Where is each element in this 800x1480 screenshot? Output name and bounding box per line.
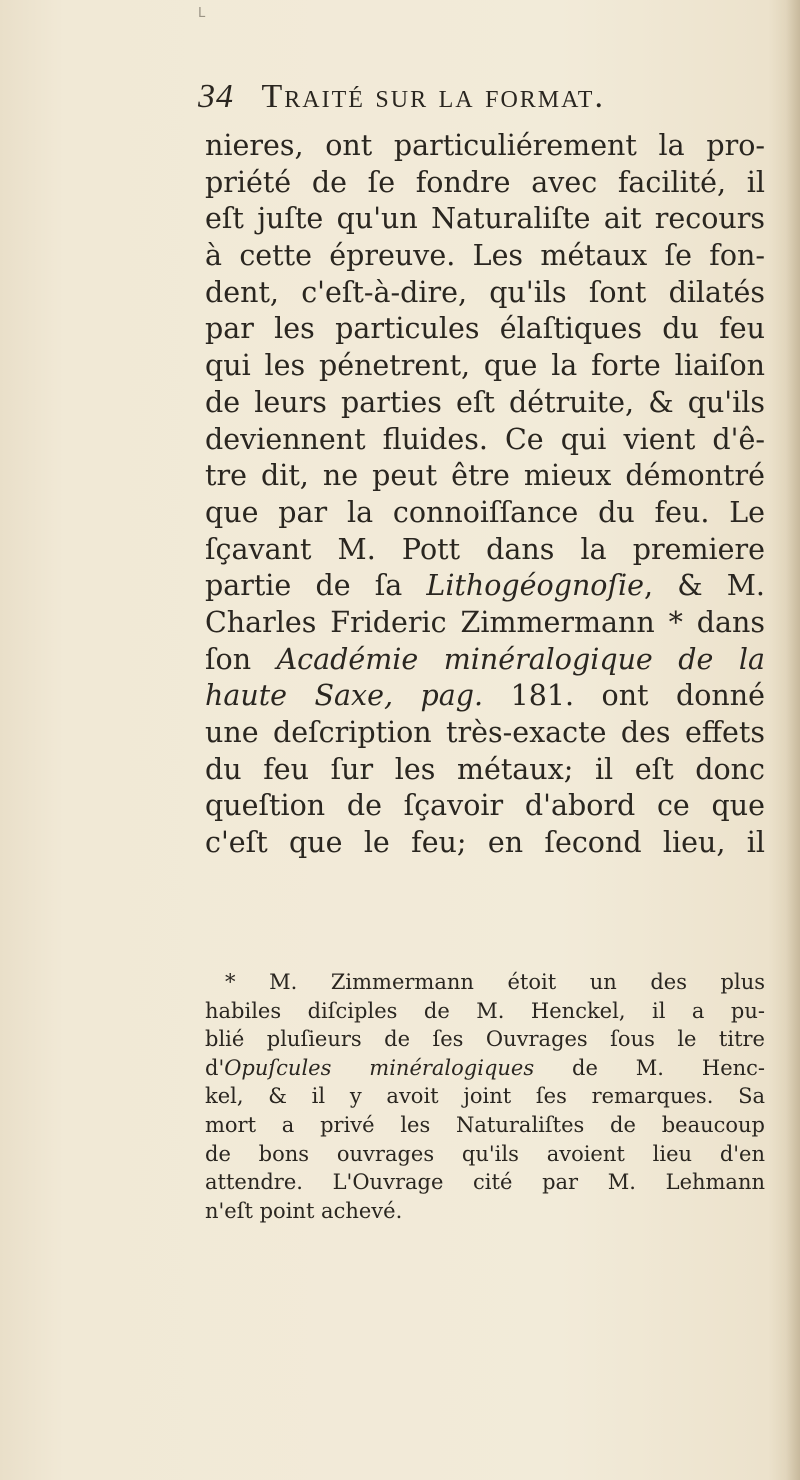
text-line: une deſcription très-exacte des effets [205, 716, 765, 749]
text-line: c'eſt que le feu; en ſecond lieu, il [205, 826, 765, 860]
footnote-line: n'eſt point achevé. [205, 1198, 403, 1223]
book-title-italic: Lithogéognoſie [426, 569, 644, 603]
text-line: que par la connoiſſance du feu. Le [205, 495, 765, 529]
text-segment: d' [205, 1055, 225, 1080]
text-line: Charles Frideric Zimmermann * dans [205, 605, 765, 639]
footnote-line: kel, & il y avoit joint ſes remarques. Sa [205, 1084, 765, 1109]
text-line: à cette épreuve. Les métaux ſe fon- [205, 239, 765, 273]
text-line: tre dit, ne peut être mieux démontré [205, 459, 765, 493]
footnote-line: de bons ouvrages qu'ils avoient lieu d'en [205, 1141, 765, 1166]
text-line: queſtion de ſçavoir d'abord ce que [205, 789, 765, 823]
footnote-line: mort a privé les Naturaliſtes de beaucoup [205, 1112, 765, 1137]
text-line: deviennent fluides. Ce qui vient d'ê- [205, 422, 765, 456]
main-text-block [205, 128, 765, 862]
footnote-line [205, 1054, 765, 1083]
text-line [205, 568, 765, 605]
text-line: priété de ſe fondre avec facilité, il [205, 165, 765, 199]
text-line: eſt juſte qu'un Naturaliſte ait recours [205, 202, 765, 236]
text-segment: de M. Henc- [534, 1055, 766, 1080]
running-header [198, 78, 758, 116]
text-segment: ſon [205, 642, 277, 676]
footnote-block [205, 968, 765, 1225]
text-segment: , & M. [644, 569, 765, 603]
text-segment: 181. ont donné [483, 679, 765, 713]
footnote-line: habiles diſciples de M. Henckel, il a pu- [205, 998, 765, 1023]
book-title-italic: Académie minéralogique de la [276, 642, 765, 676]
text-line: dent, c'eſt-à-dire, qu'ils ſont dilatés [205, 275, 765, 309]
text-line: nieres, ont particuliérement la pro- [205, 129, 765, 162]
footnote-line: attendre. L'Ouvrage cité par M. Lehmann [205, 1170, 765, 1195]
stray-pencil-mark: L [198, 6, 206, 21]
footnote-line: blié pluſieurs de ſes Ouvrages ſous le titre [205, 1027, 765, 1052]
text-line: du feu ſur les métaux; il eſt donc [205, 752, 765, 786]
book-title-italic: Opuſcules minéralogiques [224, 1055, 535, 1080]
running-title: Traité sur la format. [261, 78, 605, 115]
page-number: 34 [198, 78, 234, 115]
text-line: qui les pénetrent, que la forte liaiſon [205, 349, 765, 383]
page-edge-shadow [786, 0, 800, 1480]
text-line [205, 678, 765, 715]
book-title-italic: haute Saxe, pag. [205, 679, 484, 713]
text-line [205, 642, 765, 679]
text-line: de leurs parties eſt détruite, & qu'ils [205, 385, 765, 419]
text-segment: partie de ſa [205, 569, 427, 603]
text-line: ſçavant M. Pott dans la premiere [205, 532, 765, 566]
footnote-line: * M. Zimmermann étoit un des plus [225, 970, 765, 994]
text-line: par les particules élaſtiques du feu [205, 312, 765, 346]
